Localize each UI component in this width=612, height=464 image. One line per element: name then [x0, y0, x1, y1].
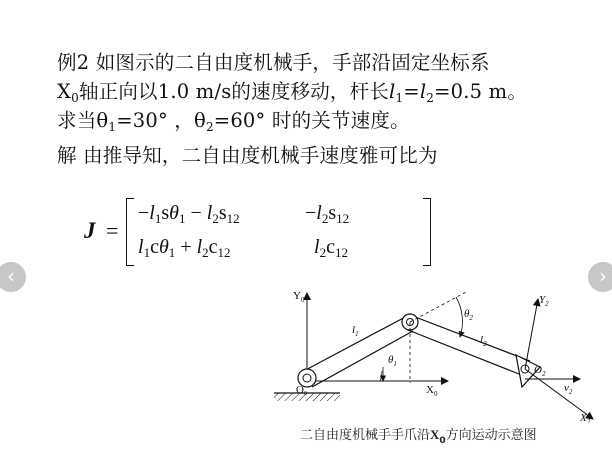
label-x2: $X_2$ — [580, 412, 591, 423]
subscript: 2 — [426, 91, 435, 105]
link-2 — [408, 315, 530, 376]
equals: = — [403, 80, 420, 103]
label-y0: $Y_0$ — [293, 290, 305, 304]
label-l2: $l_2$ — [480, 334, 487, 348]
problem-line-3 — [57, 109, 410, 133]
link-1 — [300, 315, 413, 387]
var-l2: l — [419, 80, 427, 103]
var-l1: l — [389, 80, 396, 103]
chevron-left-icon: ‹ — [7, 264, 15, 288]
link1-extension — [410, 291, 468, 322]
label-l1: $l_1$ — [352, 324, 359, 338]
problem-line-2 — [57, 80, 527, 104]
label-y2: $Y_2$ — [539, 294, 549, 308]
label-x0: $X_0$ — [426, 384, 438, 398]
problem-text: 求当θ — [57, 109, 109, 132]
solution-line — [57, 144, 438, 168]
problem-text: =30° ，θ — [116, 109, 206, 132]
subscript: 1 — [108, 120, 117, 134]
matrix-equals: = — [106, 218, 119, 243]
subscript: 0 — [71, 91, 79, 105]
matrix-cell-21: $l_1c\theta_1 + l_2c_{12}$ — [138, 236, 231, 260]
label-v2: $v_2$ — [564, 382, 573, 396]
problem-text: =60° 时的关节速度。 — [213, 109, 410, 132]
solution-text: 解 由推导知，二自由度机械手速度雅可比为 — [57, 144, 438, 167]
subscript: 1 — [395, 91, 404, 105]
axis-x0: X — [57, 80, 72, 103]
label-theta1: $\theta_1$ — [388, 354, 397, 368]
label-o2: $O_2$ — [534, 364, 546, 378]
manipulator-diagram — [268, 283, 598, 423]
matrix-cell-12: $-l_2s_{12}$ — [305, 202, 350, 226]
figure-caption: 二自由度机械手手爪沿$X_0$方向运动示意图 — [300, 427, 537, 446]
right-bracket — [423, 198, 431, 266]
jacobian-matrix — [82, 196, 362, 268]
chevron-right-icon: › — [599, 264, 607, 288]
matrix-symbol-j: J — [84, 218, 96, 243]
problem-text: =0.5 m。 — [434, 80, 528, 103]
base-joint-pin — [303, 374, 311, 382]
problem-line-1 — [57, 51, 490, 75]
label-theta2: $\theta_2$ — [464, 308, 473, 322]
theta1-arc — [380, 371, 382, 381]
problem-text: 轴正向以1.0 m/s的速度移动，杆长 — [78, 80, 390, 103]
y2-axis — [525, 299, 538, 369]
subscript: 2 — [205, 120, 214, 134]
matrix-cell-22: $l_2c_{12}$ — [314, 236, 348, 260]
left-bracket — [126, 198, 134, 266]
problem-text: 例2 如图示的二自由度机械手，手部沿固定坐标系 — [57, 51, 490, 74]
ground-hatch — [274, 393, 340, 401]
matrix-cell-11: $-l_1s\theta_1 - l_2s_{12}$ — [138, 202, 240, 226]
theta2-arc — [456, 297, 462, 337]
label-o0: O0 — [296, 384, 307, 397]
prev-slide-button[interactable] — [0, 262, 26, 292]
